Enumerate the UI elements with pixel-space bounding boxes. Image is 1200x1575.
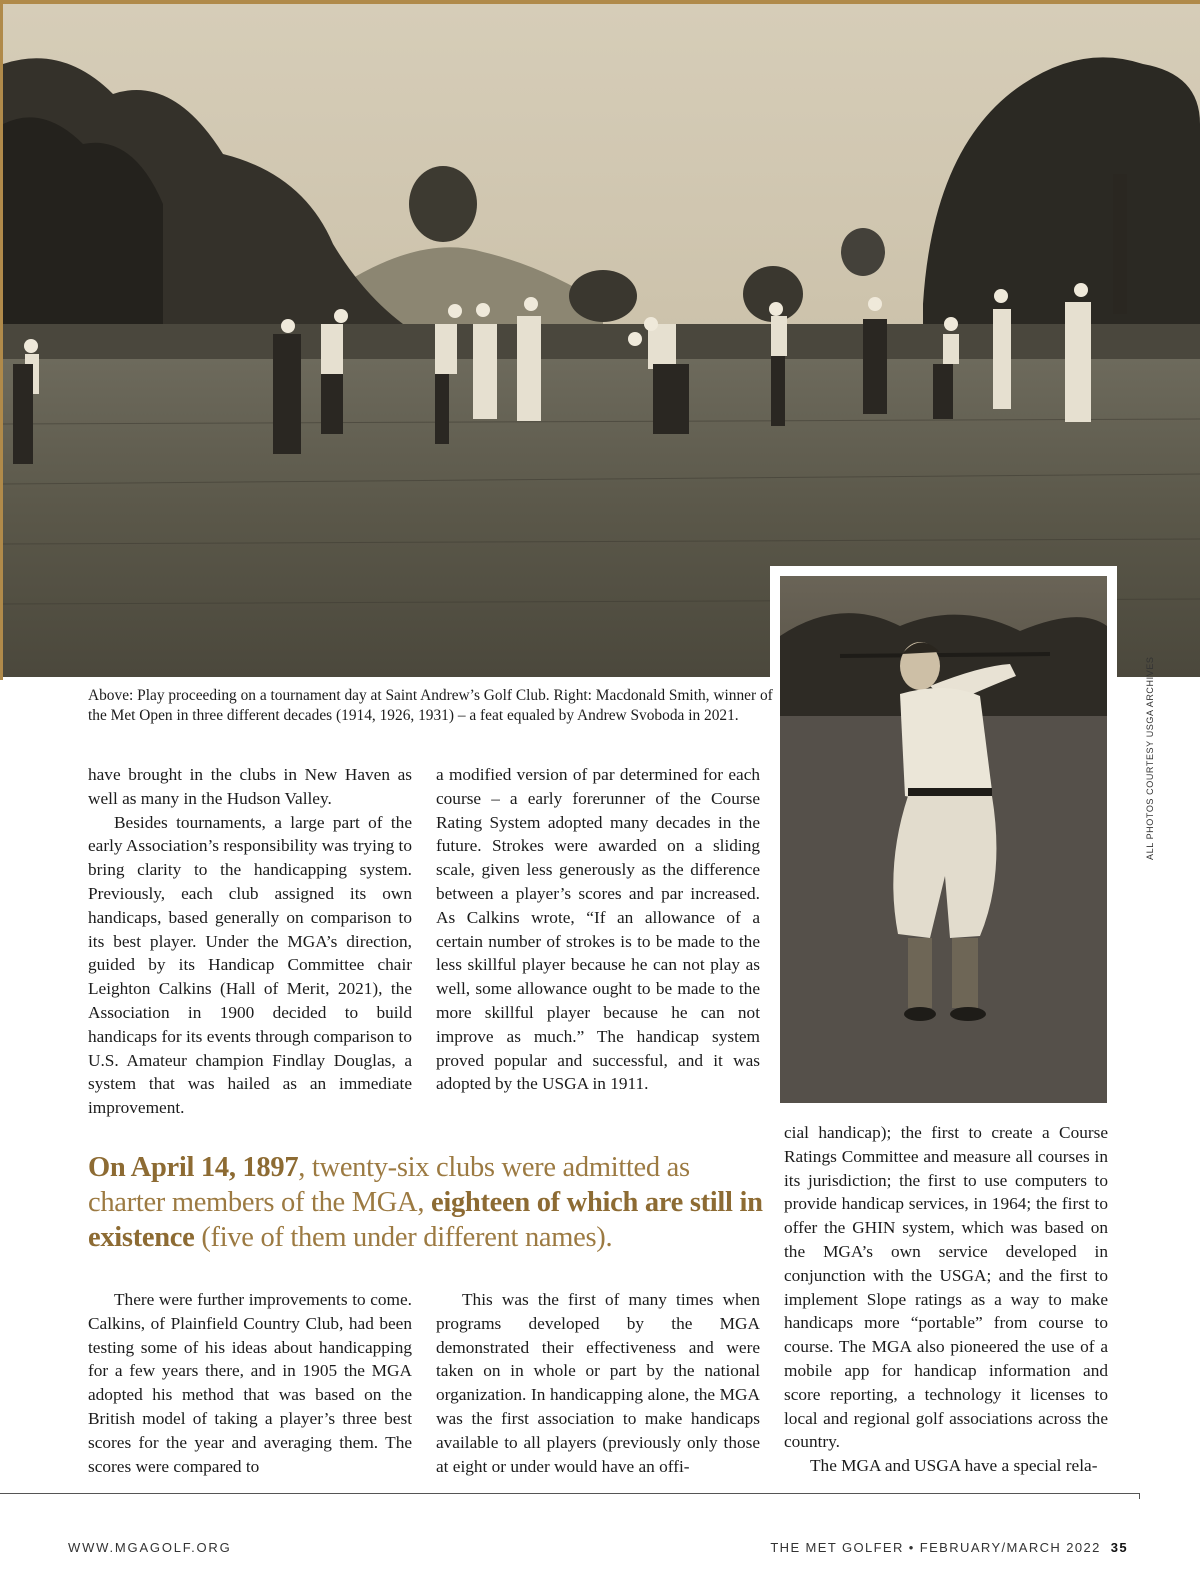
paragraph: have brought in the clubs in New Haven as well as many in the Hudson Valley. bbox=[88, 765, 412, 808]
footer-issue: THE MET GOLFER • FEBRUARY/MARCH 2022 bbox=[770, 1540, 1101, 1555]
paragraph: cial handicap); the first to create a Course Ratings Committee and measure all courses in its jurisdiction; the first to use computers to provide handicap services, in 1964; the first to offer the GHIN system, which was based on the MGA’s own service developed in conjunction with the USGA; and the first to implement Slope ratings as a way to make handicaps more “portable” from course to course. The MGA also pioneered the use of a mobile app for handicap information and score reporting, a technology it licenses to local and regional golf associations across the country. bbox=[784, 1123, 1108, 1452]
golfer-photo bbox=[780, 576, 1107, 1103]
page-number: 35 bbox=[1110, 1540, 1128, 1555]
footer-rule-tick bbox=[1139, 1493, 1140, 1499]
photo-credit: ALL PHOTOS COURTESY USGA ARCHIVES bbox=[1145, 656, 1155, 860]
pull-quote-bold-fact: eighteen of which are still in existence bbox=[88, 1187, 763, 1253]
footer-rule bbox=[0, 1493, 1140, 1494]
footer-publication bbox=[770, 1540, 1128, 1555]
footer-website: WWW.MGAGOLF.ORG bbox=[68, 1540, 232, 1555]
photo-caption: Above: Play proceeding on a tournament day at Saint Andrew’s Golf Club. Right: Macdonald Smith, winner of the Met Open in three different decades (1914, 1926, 1931) – a feat equaled by Andrew Svoboda in 2021. bbox=[88, 687, 773, 724]
paragraph: This was the first of many times when programs developed by the MGA demonstrated their effectiveness and were taken on in whole or part by the national organization. In handicapping alone, the MGA was the first association to make handicaps available to all players (previously only those at eight or under would have an offi- bbox=[436, 1290, 760, 1476]
article-column-4 bbox=[436, 1288, 760, 1478]
pull-quote bbox=[88, 1150, 768, 1255]
golfer-photo-frame bbox=[770, 566, 1117, 1113]
article-column-5 bbox=[784, 1121, 1108, 1478]
pull-quote-bold-date: On April 14, 1897 bbox=[88, 1152, 299, 1183]
article-column-3 bbox=[88, 1288, 412, 1478]
paragraph: a modified version of par determined for each course – a early forerunner of the Course Rating System adopted many decades in the future. Strokes were awarded on a sliding scale, given less generously as the difference between a player’s scores and par increased. As Calkins wrote, “If an allowance of a certain number of strokes is to be made to the less skillful player because he can not play as well, some allowance ought to be made to the more skillful player because he can not improve as much.” The handicap system proved popular and successful, and it was adopted by the USGA in 1911. bbox=[436, 765, 760, 1094]
paragraph: Besides tournaments, a large part of the early Association’s responsibility was trying to bring clarity to the handicapping system. Previously, each club assigned its own handicaps, based generally on comparison to its best player. Under the MGA’s direction, guided by its Handicap Committee chair Leighton Calkins (Hall of Merit, 2021), the Association in 1900 decided to build handicaps for its events through comparison to U.S. Amateur champion Findlay Douglas, a system that was hailed as an immediate improvement. bbox=[88, 812, 412, 1118]
article-column-2 bbox=[436, 763, 760, 1096]
pull-quote-text: , twenty-six clubs were admitted as charter members of the MGA, bbox=[88, 1152, 690, 1218]
paragraph: There were further improvements to come. Calkins, of Plainfield Country Club, had been testing some of his ideas about handicapping for a few years there, and in 1905 the MGA adopted his method that was based on the British model of taking a player’s three best scores for the year and averaging them. The scores were compared to bbox=[88, 1290, 412, 1476]
article-column-1 bbox=[88, 763, 412, 1120]
pull-quote-text: (five of them under different names). bbox=[194, 1222, 613, 1253]
paragraph: The MGA and USGA have a special rela- bbox=[810, 1456, 1098, 1476]
